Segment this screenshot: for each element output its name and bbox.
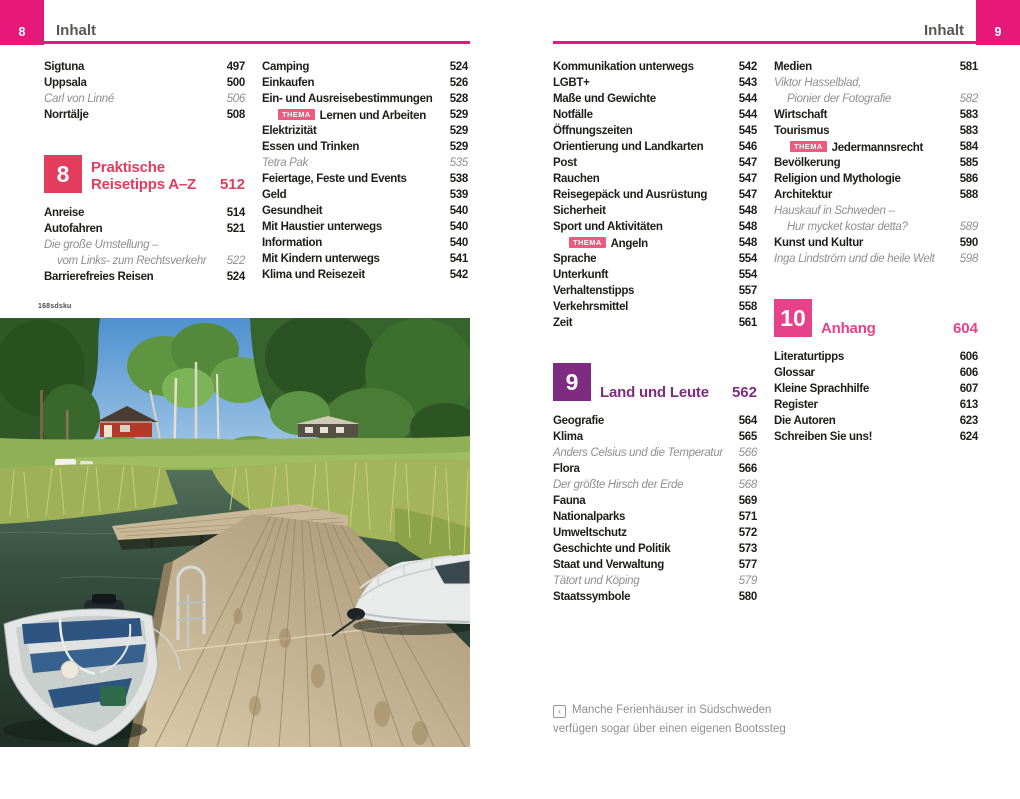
entry-page-number: 588 (959, 189, 978, 201)
entry-label: Kunst und Kultur (774, 237, 864, 249)
toc-subentry (44, 255, 245, 271)
toc-entry (44, 109, 245, 125)
thema-badge: THEMA (790, 141, 827, 152)
entry-label: Die Autoren (774, 415, 836, 427)
entry-label: Post (553, 157, 577, 169)
entry-page-number: 497 (226, 61, 245, 73)
toc-thema-entry (262, 109, 468, 125)
entry-label: Mit Kindern unterwegs (262, 253, 380, 265)
entry-page-number: 548 (738, 237, 757, 249)
toc-entry (553, 205, 757, 221)
toc-entry (553, 189, 757, 205)
entry-page-number: 543 (738, 77, 757, 89)
toc-entry (774, 399, 978, 415)
entry-page-number: 514 (226, 207, 245, 219)
toc-entry (774, 415, 978, 431)
toc-thema-entry (553, 237, 757, 253)
entry-page-number: 581 (959, 61, 978, 73)
entry-page-number: 528 (449, 93, 468, 105)
photo-credit: 168sdsku (38, 303, 72, 310)
entry-page-number: 535 (449, 157, 468, 169)
entry-page-number: 547 (738, 189, 757, 201)
entry-page-number: 624 (959, 431, 978, 443)
running-head-right: Inhalt (924, 22, 964, 39)
toc-entry (774, 125, 978, 141)
toc-entry (262, 93, 468, 109)
entry-page-number: 607 (959, 383, 978, 395)
toc-entry (553, 125, 757, 141)
entry-page-number: 524 (449, 61, 468, 73)
entry-label: Feiertage, Feste und Events (262, 173, 407, 185)
toc-entry (774, 431, 978, 447)
entry-page-number: 542 (738, 61, 757, 73)
entry-page-number: 577 (738, 559, 757, 571)
entry-label: Sicherheit (553, 205, 606, 217)
entry-label: Hauskauf in Schweden – (774, 205, 895, 217)
entry-page-number: 558 (738, 301, 757, 313)
entry-page-number: 529 (449, 125, 468, 137)
entry-label: THEMA Lernen und Arbeiten (262, 110, 426, 122)
entry-label: Klima und Reisezeit (262, 269, 365, 281)
entry-page-number: 508 (226, 109, 245, 121)
entry-label: Architektur (774, 189, 833, 201)
entry-page-number: 540 (449, 205, 468, 217)
entry-label: Einkaufen (262, 77, 315, 89)
entry-label: Pionier der Fotografie (787, 93, 891, 105)
entry-page-number: 569 (738, 495, 757, 507)
chapter-heading (774, 299, 978, 337)
entry-label: Sport und Aktivitäten (553, 221, 663, 233)
entry-label: Klima (553, 431, 583, 443)
entry-label: Autofahren (44, 223, 103, 235)
toc-entry (553, 253, 757, 269)
entry-label: Wirtschaft (774, 109, 828, 121)
entry-label: Information (262, 237, 322, 249)
toc-subentry (262, 157, 468, 173)
entry-label: Viktor Hasselblad, (774, 77, 862, 89)
entry-page-number: 521 (226, 223, 245, 235)
entry-page-number: 573 (738, 543, 757, 555)
entry-page-number: 524 (226, 271, 245, 283)
entry-label: Unterkunft (553, 269, 609, 281)
photo-dock-boats (0, 318, 470, 747)
header-rule-right (553, 41, 1020, 44)
entry-label: Anders Celsius und die Temperatur (553, 447, 723, 459)
entry-label: Camping (262, 61, 310, 73)
toc-entry (553, 317, 757, 333)
entry-label: Verkehrsmittel (553, 301, 629, 313)
running-head-left: Inhalt (56, 22, 96, 39)
toc-entry (262, 141, 468, 157)
toc-subentry (774, 221, 978, 237)
entry-label: Religion und Mythologie (774, 173, 901, 185)
chapter-title: Land und Leute (600, 383, 709, 401)
toc-entry (44, 207, 245, 223)
entry-page-number: 583 (959, 109, 978, 121)
entry-page-number: 538 (449, 173, 468, 185)
entry-page-number: 545 (738, 125, 757, 137)
entry-label: Tetra Pak (262, 157, 309, 169)
entry-page-number: 557 (738, 285, 757, 297)
entry-page-number: 568 (738, 479, 757, 491)
entry-page-number: 548 (738, 205, 757, 217)
entry-label: Ein- und Ausreisebestimmungen (262, 93, 433, 105)
entry-label: Tourismus (774, 125, 830, 137)
toc-entry (553, 415, 757, 431)
entry-label: Flora (553, 463, 580, 475)
entry-page-number: 541 (449, 253, 468, 265)
entry-label: Uppsala (44, 77, 87, 89)
entry-page-number: 606 (959, 367, 978, 379)
entry-label: Tätort und Köping (553, 575, 640, 587)
toc-entry (774, 157, 978, 173)
chapter-heading (553, 363, 757, 401)
entry-page-number: 566 (738, 447, 757, 459)
thema-badge: THEMA (569, 237, 606, 248)
entry-page-number: 583 (959, 125, 978, 137)
entry-label: Geografie (553, 415, 604, 427)
toc-column-left-2 (262, 61, 468, 285)
toc-entry (553, 61, 757, 77)
toc-subentry (774, 205, 978, 221)
entry-label: Staatssymbole (553, 591, 631, 603)
entry-label: Reisegepäck und Ausrüstung (553, 189, 708, 201)
toc-subentry (774, 253, 978, 269)
toc-entry (262, 173, 468, 189)
entry-page-number: 500 (226, 77, 245, 89)
toc-entry (262, 221, 468, 237)
chapter-page-number: 562 (731, 383, 757, 401)
toc-entry (553, 527, 757, 543)
entry-label: Inga Lindström und die heile Welt (774, 253, 935, 265)
page-number-tab-right: 9 (976, 0, 1020, 45)
entry-page-number: 547 (738, 157, 757, 169)
entry-page-number: 529 (449, 109, 468, 121)
entry-label: Zeit (553, 317, 573, 329)
entry-page-number: 579 (738, 575, 757, 587)
chapter-number-box: 9 (553, 363, 591, 401)
entry-page-number: 623 (959, 415, 978, 427)
toc-entry (553, 93, 757, 109)
chapter-number-box: 10 (774, 299, 812, 337)
toc-entry (553, 511, 757, 527)
entry-label: Fauna (553, 495, 586, 507)
entry-label: Notfälle (553, 109, 593, 121)
photo-reference-arrow-icon: ‹ (553, 705, 566, 718)
entry-page-number: 590 (959, 237, 978, 249)
entry-page-number: 582 (959, 93, 978, 105)
toc-entry (553, 559, 757, 575)
toc-subentry (553, 447, 757, 463)
toc-subentry (774, 77, 978, 93)
entry-label: Register (774, 399, 818, 411)
entry-page-number: 565 (738, 431, 757, 443)
entry-page-number: 544 (738, 109, 757, 121)
entry-label: Barrierefreies Reisen (44, 271, 154, 283)
entry-page-number: 548 (738, 221, 757, 233)
toc-entry (774, 173, 978, 189)
toc-entry (553, 285, 757, 301)
entry-label: Sprache (553, 253, 597, 265)
toc-column-right-1 (553, 61, 757, 607)
toc-entry (262, 61, 468, 77)
entry-page-number: 540 (449, 237, 468, 249)
entry-label: Geschichte und Politik (553, 543, 671, 555)
toc-subentry (553, 479, 757, 495)
toc-entry (262, 237, 468, 253)
entry-page-number: 586 (959, 173, 978, 185)
caption-line1: Manche Ferienhäuser in Südschweden (572, 704, 772, 716)
thema-badge: THEMA (278, 109, 315, 120)
entry-page-number: 547 (738, 173, 757, 185)
entry-page-number: 506 (226, 93, 245, 105)
entry-page-number: 529 (449, 141, 468, 153)
toc-entry (553, 141, 757, 157)
entry-label: Nationalparks (553, 511, 626, 523)
toc-entry (774, 189, 978, 205)
photo-caption (553, 701, 833, 739)
toc-entry (262, 125, 468, 141)
entry-label: Staat und Verwaltung (553, 559, 664, 571)
toc-entry (44, 77, 245, 93)
toc-entry (553, 269, 757, 285)
toc-entry (774, 237, 978, 253)
entry-label: LGBT+ (553, 77, 590, 89)
chapter-title: Anhang (821, 319, 876, 337)
entry-page-number: 554 (738, 269, 757, 281)
entry-page-number: 571 (738, 511, 757, 523)
toc-entry (774, 109, 978, 125)
chapter-heading (44, 155, 245, 193)
toc-column-right-2 (774, 61, 978, 447)
toc-entry (262, 205, 468, 221)
entry-label: Literaturtipps (774, 351, 844, 363)
toc-entry (553, 431, 757, 447)
toc-entry (553, 495, 757, 511)
entry-label: Mit Haustier unterwegs (262, 221, 382, 233)
entry-label: Umweltschutz (553, 527, 627, 539)
entry-page-number: 613 (959, 399, 978, 411)
entry-page-number: 572 (738, 527, 757, 539)
toc-entry (262, 77, 468, 93)
toc-thema-entry (774, 141, 978, 157)
entry-page-number: 542 (449, 269, 468, 281)
entry-page-number: 584 (959, 141, 978, 153)
toc-entry (774, 383, 978, 399)
entry-page-number: 598 (959, 253, 978, 265)
entry-page-number: 589 (959, 221, 978, 233)
toc-subentry (44, 239, 245, 255)
entry-label: Verhaltenstipps (553, 285, 635, 297)
entry-label: vom Links- zum Rechtsverkehr (57, 255, 207, 267)
entry-label: Kleine Sprachhilfe (774, 383, 869, 395)
entry-label: Hur mycket kostar detta? (787, 221, 908, 233)
toc-entry (774, 351, 978, 367)
toc-entry (262, 253, 468, 269)
entry-page-number: 606 (959, 351, 978, 363)
entry-page-number: 526 (449, 77, 468, 89)
entry-label: Anreise (44, 207, 85, 219)
entry-label: Gesundheit (262, 205, 323, 217)
entry-page-number: 561 (738, 317, 757, 329)
entry-page-number: 546 (738, 141, 757, 153)
entry-page-number: 540 (449, 221, 468, 233)
toc-entry (553, 591, 757, 607)
entry-label: Geld (262, 189, 287, 201)
entry-label: Bevölkerung (774, 157, 841, 169)
entry-label: THEMA Angeln (553, 238, 648, 250)
entry-label: Carl von Linné (44, 93, 114, 105)
entry-label: Medien (774, 61, 812, 73)
entry-page-number: 580 (738, 591, 757, 603)
toc-column-left-1 (44, 61, 245, 287)
entry-label: Kommunikation unterwegs (553, 61, 694, 73)
entry-label: Rauchen (553, 173, 600, 185)
entry-label: Der größte Hirsch der Erde (553, 479, 684, 491)
toc-subentry (44, 93, 245, 109)
toc-entry (774, 61, 978, 77)
entry-label: Orientierung und Landkarten (553, 141, 704, 153)
entry-page-number: 585 (959, 157, 978, 169)
entry-page-number: 522 (226, 255, 245, 267)
header-rule-left (0, 41, 470, 44)
page-right (510, 0, 1020, 799)
toc-entry (553, 301, 757, 317)
toc-subentry (553, 575, 757, 591)
toc-entry (553, 463, 757, 479)
entry-page-number: 539 (449, 189, 468, 201)
entry-label: Sigtuna (44, 61, 85, 73)
entry-label: Maße und Gewichte (553, 93, 656, 105)
toc-entry (553, 109, 757, 125)
chapter-page-number: 604 (952, 319, 978, 337)
entry-page-number: 554 (738, 253, 757, 265)
entry-page-number: 564 (738, 415, 757, 427)
entry-label: Öffnungszeiten (553, 125, 633, 137)
page-number-tab-left: 8 (0, 0, 44, 45)
entry-label: Essen und Trinken (262, 141, 360, 153)
toc-entry (553, 173, 757, 189)
toc-subentry (774, 93, 978, 109)
toc-entry (262, 189, 468, 205)
entry-page-number: 566 (738, 463, 757, 475)
caption-line2: verfügen sogar über einen eigenen Bootssteg (553, 723, 786, 735)
entry-label: THEMA Jedermannsrecht (774, 142, 923, 154)
toc-entry (44, 271, 245, 287)
toc-entry (262, 269, 468, 285)
entry-label: Glossar (774, 367, 815, 379)
toc-entry (553, 221, 757, 237)
toc-entry (553, 543, 757, 559)
chapter-title: Praktische Reisetipps A–Z (91, 159, 197, 193)
entry-label: Schreiben Sie uns! (774, 431, 873, 443)
toc-entry (44, 61, 245, 77)
entry-label: Die große Umstellung – (44, 239, 159, 251)
entry-label: Norrtälje (44, 109, 89, 121)
chapter-page-number: 512 (219, 175, 245, 193)
toc-entry (553, 77, 757, 93)
toc-entry (553, 157, 757, 173)
chapter-number-box: 8 (44, 155, 82, 193)
entry-label: Elektrizität (262, 125, 317, 137)
entry-page-number: 544 (738, 93, 757, 105)
toc-entry (774, 367, 978, 383)
toc-entry (44, 223, 245, 239)
